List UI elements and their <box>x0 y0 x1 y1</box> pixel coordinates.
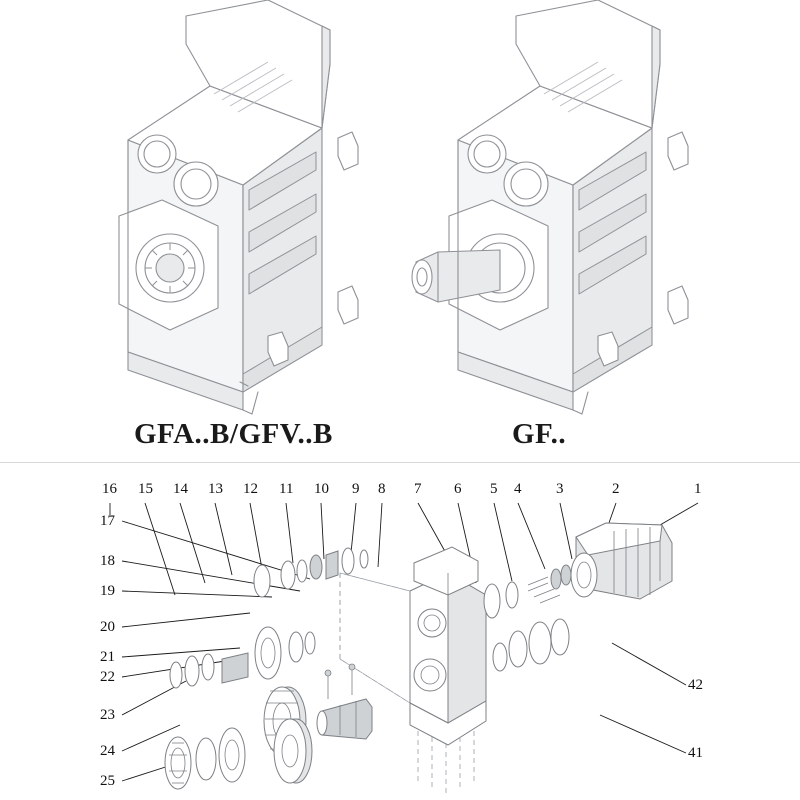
callout-23: 23 <box>100 707 115 723</box>
lower-gear-part <box>274 719 312 783</box>
caption-right-model: GF.. <box>512 418 567 450</box>
callout-19: 19 <box>100 583 115 599</box>
callout-4: 4 <box>514 481 522 497</box>
callout-5: 5 <box>490 481 498 497</box>
callout-6: 6 <box>454 481 462 497</box>
gearbox-right <box>412 0 688 414</box>
callout-24: 24 <box>100 743 115 759</box>
motor-adapter-part <box>571 523 672 599</box>
housing-part <box>340 547 486 795</box>
callout-11: 11 <box>279 481 294 497</box>
callout-16: 16 <box>102 481 117 497</box>
callout-8: 8 <box>378 481 386 497</box>
callout-13: 13 <box>208 481 223 497</box>
callout-3: 3 <box>556 481 564 497</box>
callout-7: 7 <box>414 481 422 497</box>
caption-left-model: GFA..B/GFV..B <box>134 418 333 450</box>
callout-1: 1 <box>694 481 702 497</box>
callout-21: 21 <box>100 649 115 665</box>
callout-17: 17 <box>100 513 115 529</box>
callout-42: 42 <box>688 677 703 693</box>
right-leader-lines <box>600 643 686 753</box>
callout-10: 10 <box>314 481 329 497</box>
callout-2: 2 <box>612 481 620 497</box>
callout-12: 12 <box>243 481 258 497</box>
callout-41: 41 <box>688 745 703 761</box>
callout-22: 22 <box>100 669 115 685</box>
callout-15: 15 <box>138 481 153 497</box>
exploded-parts-drawing <box>0 463 800 800</box>
gearbox-left <box>119 0 358 414</box>
exploded-view-band <box>0 463 800 800</box>
washer-parts-upper <box>254 548 368 597</box>
callout-9: 9 <box>352 481 360 497</box>
callout-14: 14 <box>173 481 188 497</box>
callout-20: 20 <box>100 619 115 635</box>
ring-parts-right <box>484 565 571 671</box>
callout-25: 25 <box>100 773 115 789</box>
callout-18: 18 <box>100 553 115 569</box>
